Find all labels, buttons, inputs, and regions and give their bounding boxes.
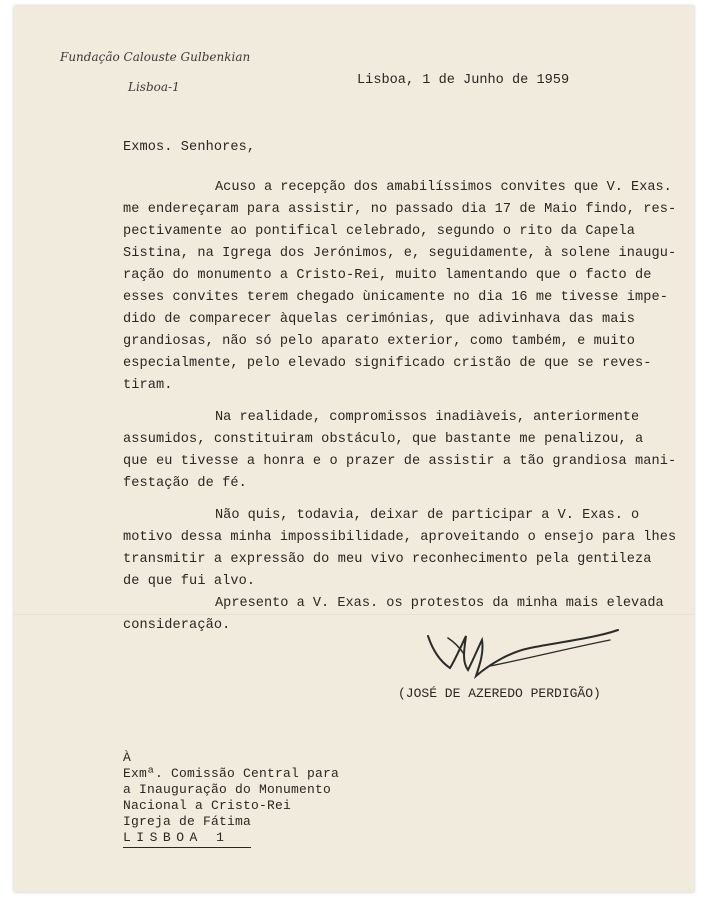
paragraph-line: Não quis, todavia, deixar de participar a V. Exas. o	[215, 508, 640, 523]
letterhead-city: Lisboa-1	[128, 80, 180, 94]
handwritten-signature	[420, 618, 630, 688]
address-line: Nacional a Cristo-Rei	[123, 798, 292, 813]
letterhead-organization: Fundação Calouste Gulbenkian	[60, 50, 251, 64]
paragraph-line: ração do monumento a Cristo-Rei, muito lamentando que o facto de	[123, 268, 652, 283]
paper-fold	[14, 614, 694, 616]
paragraph-line: pectivamente ao pontifical celebrado, segundo o rito da Capela	[123, 224, 635, 239]
letter-date: Lisboa, 1 de Junho de 1959	[357, 73, 570, 88]
paragraph-line: esses convites terem chegado ùnicamente no dia 16 me tivesse impe-	[123, 290, 668, 305]
paragraph-line: festação de fé.	[123, 476, 247, 491]
paragraph-line: que eu tivesse a honra e o prazer de assistir a tão grandiosa mani-	[123, 454, 677, 469]
paragraph-line: Na realidade, compromissos inadiàveis, anteriormente	[215, 410, 640, 425]
letter-paper	[14, 6, 694, 892]
paragraph-line: Acuso a recepção dos amabilíssimos convites que V. Exas.	[215, 180, 672, 195]
address-line: Igreja de Fátima	[123, 814, 252, 829]
paragraph-line: de que fui alvo.	[123, 574, 256, 589]
paragraph-line: motivo dessa minha impossibilidade, aproveitando o ensejo para lhes	[123, 530, 677, 545]
paragraph-line: assumidos, constituiram obstáculo, que bastante me penalizou, a	[123, 432, 644, 447]
address-line: Exmª. Comissão Central para	[123, 766, 340, 781]
paragraph-line: tiram.	[123, 378, 173, 393]
salutation: Exmos. Senhores,	[123, 140, 256, 155]
signatory-name: (JOSÉ DE AZEREDO PERDIGÃO)	[398, 686, 601, 701]
paragraph-line: transmitir a expressão do meu vivo reconhecimento pela gentileza	[123, 552, 652, 567]
address-city: LISBOA 1	[123, 830, 230, 845]
address-prefix: À	[123, 750, 132, 765]
paragraph-line: me endereçaram para assistir, no passado dia 17 de Maio findo, res-	[123, 202, 677, 217]
paragraph-line: dido de comparecer àquelas cerimónias, que adivinhava das mais	[123, 312, 635, 327]
paragraph-line: Sistina, na Igrega dos Jerónimos, e, seguidamente, à solene inaugu-	[123, 246, 677, 261]
address-line: a Inauguração do Monumento	[123, 782, 332, 797]
paragraph-line: especialmente, pelo elevado significado cristão de que se reves-	[123, 356, 652, 371]
paragraph-line: consideração.	[123, 618, 231, 633]
address-city-underline	[123, 847, 251, 848]
paragraph-line: Apresento a V. Exas. os protestos da minha mais elevada	[215, 596, 664, 611]
paragraph-line: grandiosas, não só pelo aparato exterior, como também, e muito	[123, 334, 635, 349]
